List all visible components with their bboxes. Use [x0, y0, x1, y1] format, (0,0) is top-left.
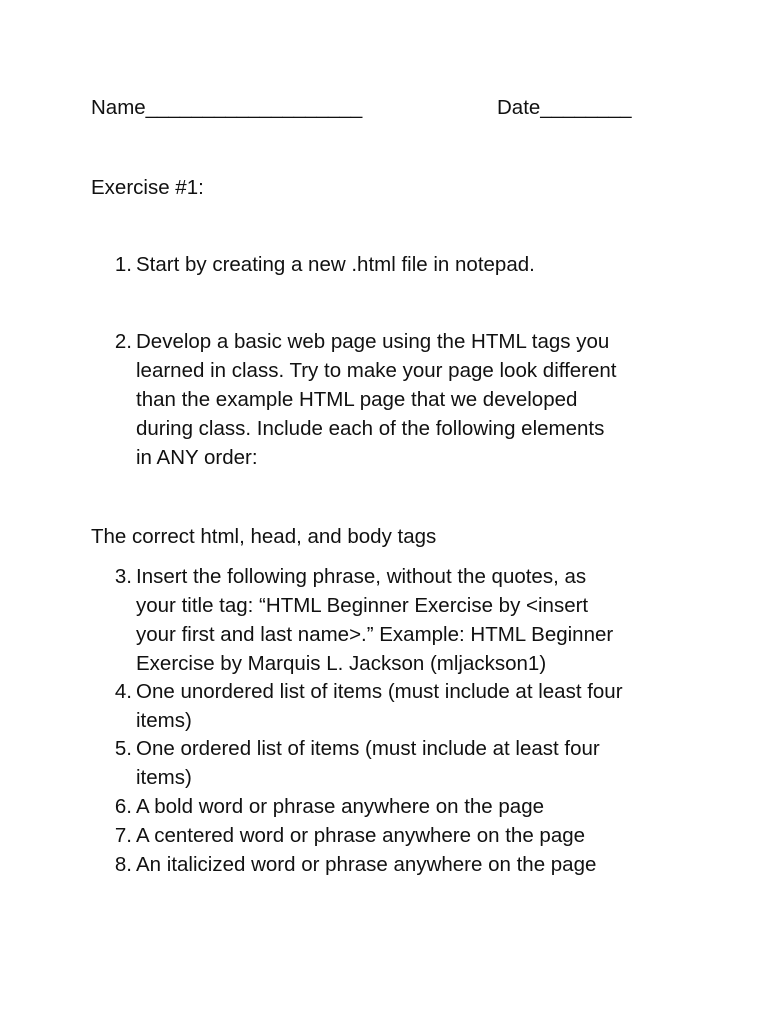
- list-item-line: Start by creating a new .html file in notepad.: [136, 253, 535, 276]
- name-field-line: Name___________________: [91, 96, 363, 119]
- list-item-line: Insert the following phrase, without the quotes, as: [136, 565, 587, 588]
- list-item-number: 5.: [114, 737, 132, 760]
- list-item-text: [136, 562, 686, 678]
- list-item-line: during class. Include each of the following elements: [136, 417, 605, 440]
- list-item-text: [136, 850, 686, 879]
- list-item-line: A centered word or phrase anywhere on the page: [136, 824, 586, 847]
- plain-text-line: The correct html, head, and body tags: [91, 525, 437, 548]
- list-item-line: Exercise by Marquis L. Jackson (mljackson1): [136, 652, 547, 675]
- list-item-number: 7.: [114, 824, 132, 847]
- list-item-text: [136, 821, 686, 850]
- list-item-number: 8.: [114, 853, 132, 876]
- list-item-line: A bold word or phrase anywhere on the page: [136, 795, 544, 818]
- list-item-line: Develop a basic web page using the HTML tags you: [136, 330, 610, 353]
- list-item-line: One unordered list of items (must include at least four: [136, 680, 623, 703]
- exercise-title: Exercise #1:: [91, 176, 204, 199]
- list-item-line: items): [136, 709, 192, 732]
- list-item-line: learned in class. Try to make your page look different: [136, 359, 617, 382]
- list-item-line: in ANY order:: [136, 446, 258, 469]
- list-item-text: [136, 677, 686, 735]
- list-item-line: your first and last name>.” Example: HTML Beginner: [136, 623, 614, 646]
- list-item-line: An italicized word or phrase anywhere on the page: [136, 853, 597, 876]
- list-item-number: 1.: [114, 253, 132, 276]
- list-item-line: your title tag: “HTML Beginner Exercise by <insert: [136, 594, 589, 617]
- list-item-line: One ordered list of items (must include at least four: [136, 737, 600, 760]
- list-item-text: [136, 792, 686, 821]
- list-item-text: [136, 327, 686, 472]
- list-item-line: than the example HTML page that we developed: [136, 388, 578, 411]
- list-item-number: 6.: [114, 795, 132, 818]
- list-item-text: [136, 250, 686, 279]
- list-item-number: 4.: [114, 680, 132, 703]
- list-item-number: 3.: [114, 565, 132, 588]
- list-item-text: [136, 734, 686, 792]
- date-field-line: Date________: [497, 96, 632, 119]
- list-item-number: 2.: [114, 330, 132, 353]
- list-item-line: items): [136, 766, 192, 789]
